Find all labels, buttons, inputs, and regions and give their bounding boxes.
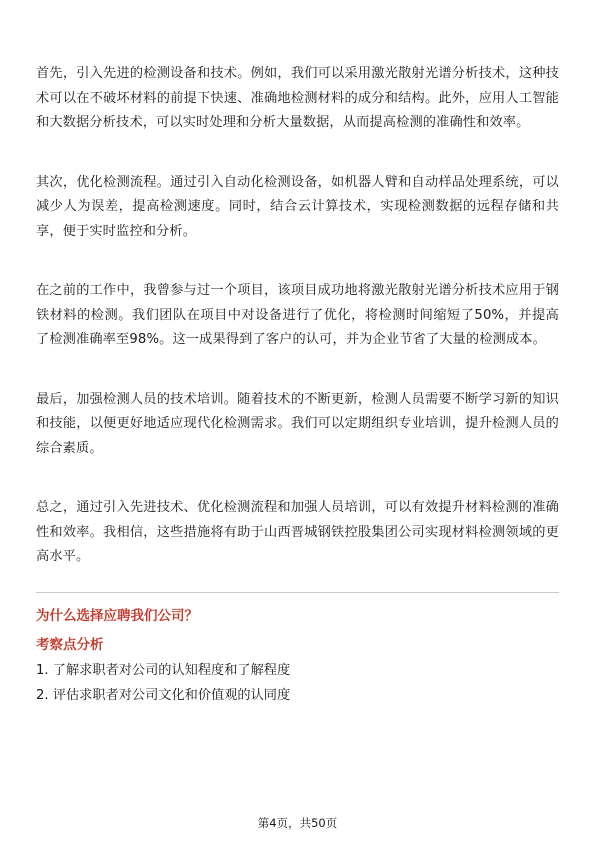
question-title: 为什么选择应聘我们公司？: [36, 607, 198, 624]
paragraph-4: 最后，加强检测人员的技术培训。随着技术的不断更新，检测人员需要不断学习新的知识和技能，以便更好地适应现代化检测需求。我们可以定期组织专业培训，提升检测人员的综合素质。: [36, 391, 559, 456]
paragraph-1: 首先，引入先进的检测设备和技术。例如，我们可以采用激光散射光谱分析技术，这种技术可以在不破坏材料的前提下快速、准确地检测材料的成分和结构。此外，应用人工智能和大数据分析技术，可以实时处理和分析大量数据，从而提高检测的准确性和效率。: [36, 66, 559, 130]
paragraph-2: 其次，优化检测流程。通过引入自动化检测设备，如机器人臂和自动样品处理系统，可以减少人为误差，提高检测速度。同时，结合云计算技术，实现检测数据的远程存储和共享，便于实时监控和分析。: [36, 174, 559, 239]
section-divider: [36, 592, 559, 593]
analysis-heading: 考察点分析: [36, 636, 104, 653]
page-content: [36, 62, 559, 708]
paragraph-3: 在之前的工作中，我曾参与过一个项目，该项目成功地将激光散射光谱分析技术应用于钢铁材料的检测。我们团队在项目中对设备进行了优化，将检测时间缩短了50%，并提高了检测准确率至98%。这一成果得到了客户的认可，并为企业节省了大量的检测成本。: [36, 283, 559, 347]
paragraph-5: 总之，通过引入先进技术、优化检测流程和加强人员培训，可以有效提升材料检测的准确性和效率。我相信，这些措施将有助于山西晋城钢铁控股集团公司实现材料检测领域的更高水平。: [36, 500, 559, 564]
analysis-item-2: 2. 评估求职者对公司文化和价值观的认同度: [36, 687, 291, 703]
analysis-item-1: 1. 了解求职者对公司的认知程度和了解程度: [36, 662, 291, 678]
page-footer: 第4页，共50页: [257, 816, 338, 830]
